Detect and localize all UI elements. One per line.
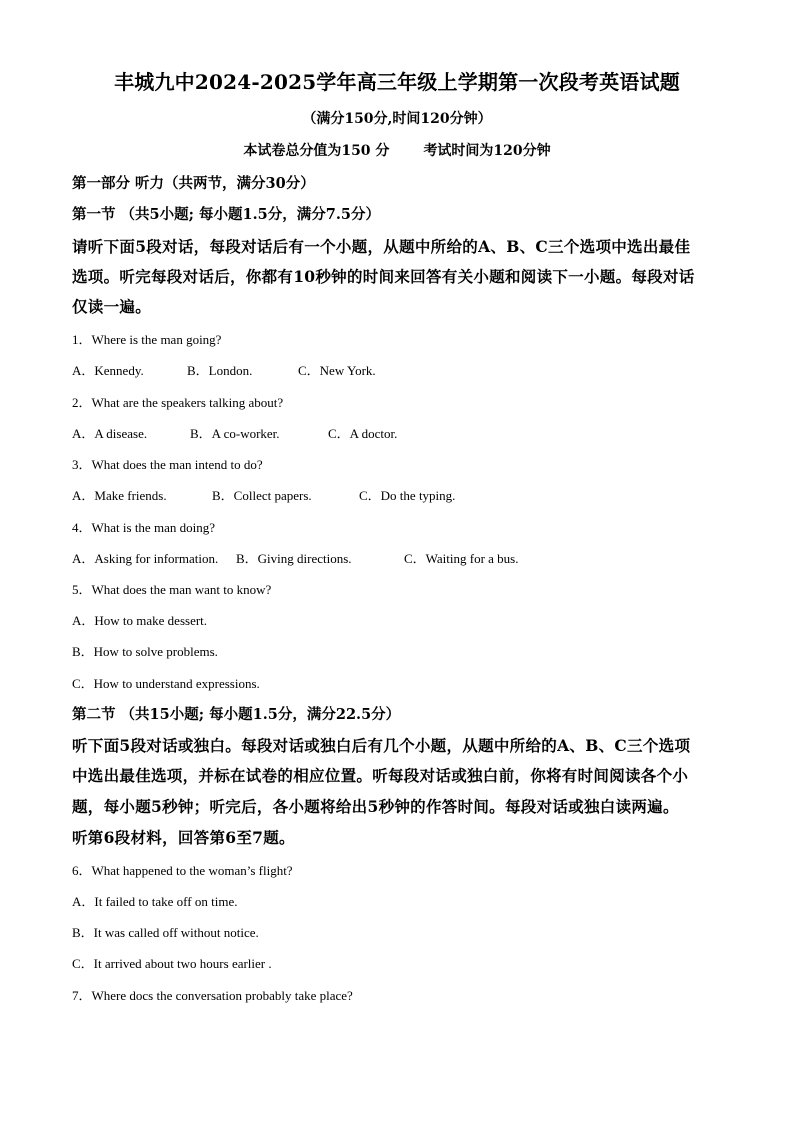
question-stem: 1．Where is the man going? <box>72 332 222 347</box>
option: C．Waiting for a bus. <box>404 551 519 566</box>
section2-instruction-line: 听第6段材料，回答第6至7题。 <box>72 828 295 847</box>
option: B．A co-worker. <box>190 426 280 441</box>
option: C．New York. <box>298 363 376 378</box>
option: B．Collect papers. <box>212 488 312 503</box>
part1-heading: 第一部分 听力（共两节，满分30分） <box>72 175 315 192</box>
question-options <box>72 360 376 379</box>
option: B．It was called off without notice. <box>72 925 259 940</box>
option: A．How to make dessert. <box>72 613 208 628</box>
option: A．Kennedy. <box>72 363 144 378</box>
exam-time-note: 考试时间为120分钟 <box>423 143 551 159</box>
total-score-note: 本试卷总分值为150 分 <box>243 143 390 159</box>
question-stem: 3．What does the man intend to do? <box>72 457 263 472</box>
option: A．Make friends. <box>72 488 167 503</box>
option: A．It failed to take off on time. <box>72 894 238 909</box>
question-stem: 4．What is the man doing? <box>72 520 215 535</box>
option: C．A doctor. <box>328 426 398 441</box>
question-stem: 2．What are the speakers talking about? <box>72 395 284 410</box>
question-options <box>72 485 455 504</box>
exam-subtitle: （满分150分,时间120分钟） <box>302 111 492 127</box>
section2-heading: 第二节 （共15小题; 每小题1.5分，满分22.5分） <box>72 706 401 723</box>
question-stem: 7．Where docs the conversation probably take place? <box>72 988 353 1003</box>
section1-instruction-line: 请听下面5段对话，每段对话后有一个小题，从题中所给的A、B、C三个选项中选出最佳 <box>72 237 691 256</box>
section2-instruction-line: 中选出最佳选项，并标在试卷的相应位置。听每段对话或独白前，你将有时间阅读各个小 <box>72 766 689 785</box>
option: C．How to understand expressions. <box>72 676 260 691</box>
exam-info <box>0 140 794 160</box>
question-stem: 6．What happened to the woman’s flight? <box>72 863 293 878</box>
option: A．A disease. <box>72 426 148 441</box>
section2-instruction-line: 听下面5段对话或独白。每段对话或独白后有几个小题，从题中所给的A、B、C三个选项 <box>72 736 691 755</box>
section2-instruction-line: 题，每小题5秒钟；听完后，各小题将给出5秒钟的作答时间。每段对话或独白读两遍。 <box>72 797 679 816</box>
question-options <box>72 423 397 442</box>
question-options <box>72 548 519 567</box>
question-stem: 5．What does the man want to know? <box>72 582 272 597</box>
section1-instruction-line: 选项。听完每段对话后，你都有10秒钟的时间来回答有关小题和阅读下一小题。每段对话 <box>72 267 695 286</box>
section1-instruction-line: 仅读一遍。 <box>72 297 152 316</box>
option: C．Do the typing. <box>359 488 456 503</box>
option: A．Asking for information. <box>72 551 219 566</box>
exam-title: 丰城九中2024-2025学年高三年级上学期第一次段考英语试题 <box>114 70 680 94</box>
option: B．How to solve problems. <box>72 644 218 659</box>
option: C．It arrived about two hours earlier . <box>72 956 272 971</box>
option: B．London. <box>187 363 253 378</box>
section1-heading: 第一节 （共5小题; 每小题1.5分，满分7.5分） <box>72 206 380 223</box>
option: B．Giving directions. <box>236 551 352 566</box>
